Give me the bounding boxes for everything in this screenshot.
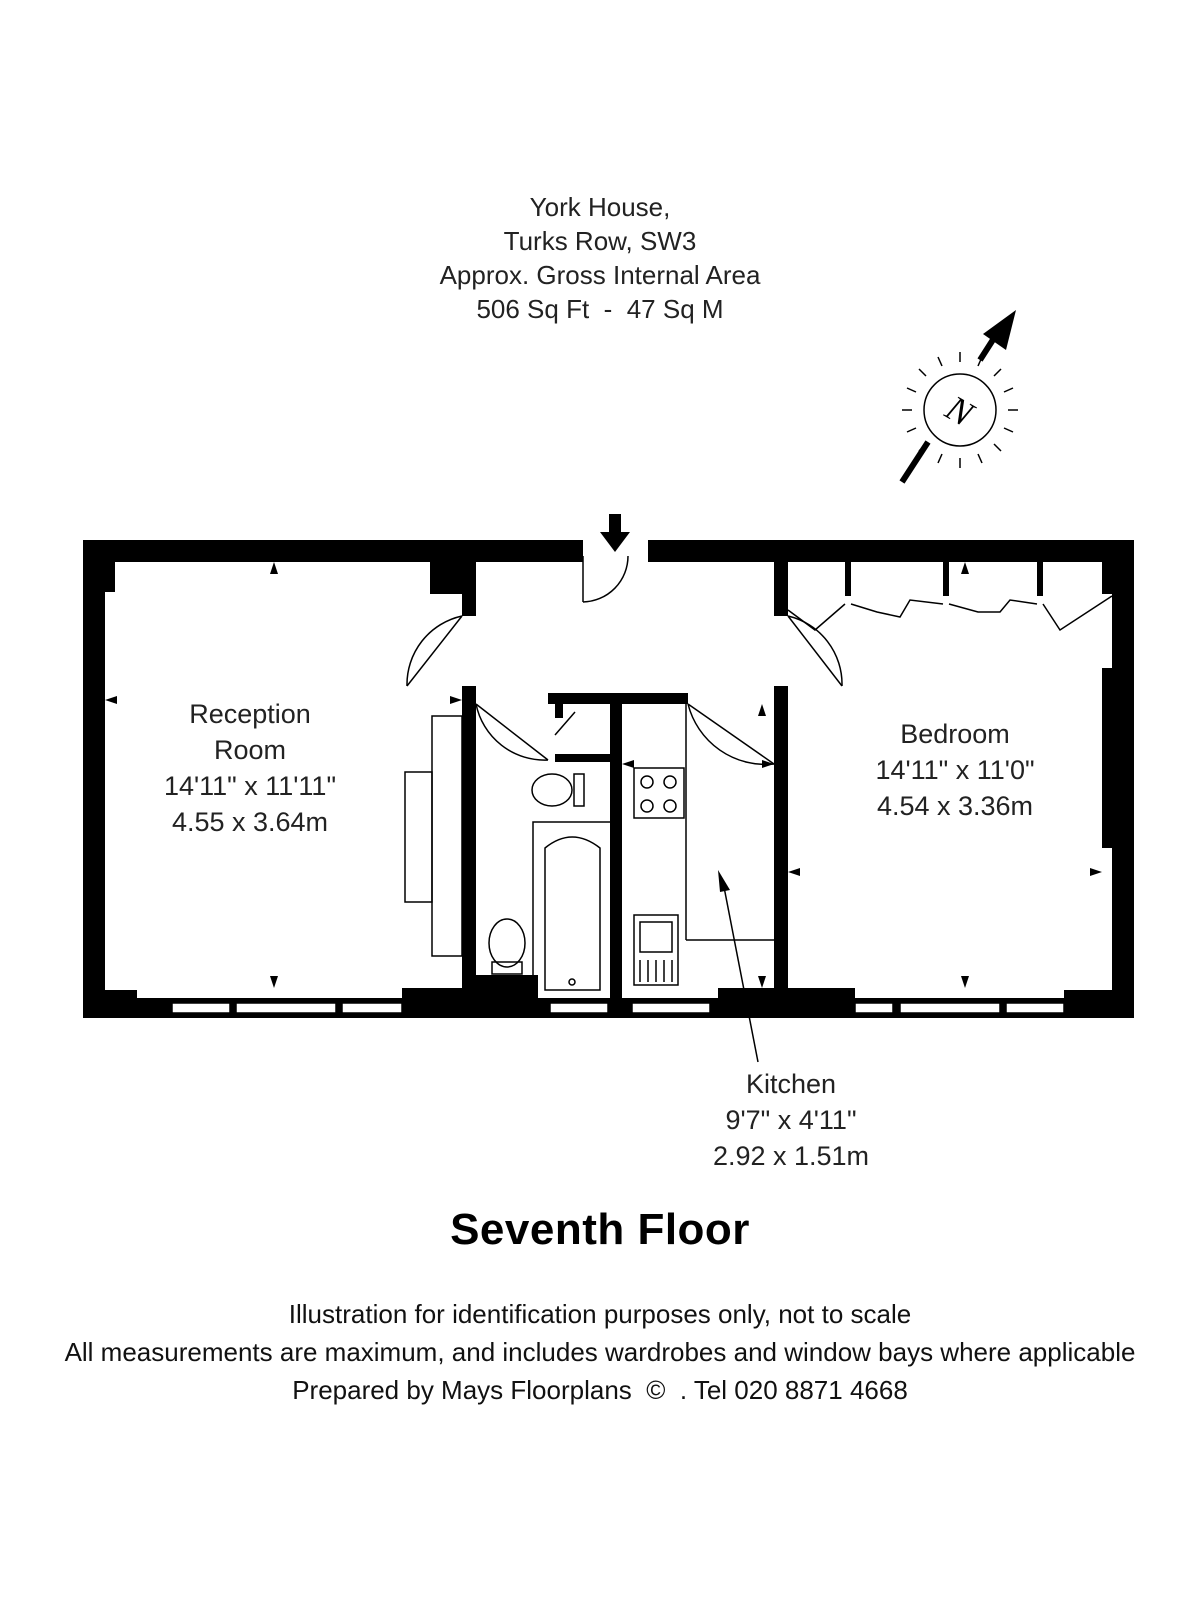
reception-metric: 4.55 x 3.64m [171,807,329,837]
area-label: Approx. Gross Internal Area [439,260,761,290]
footer-disclaimer: Illustration for identification purposes only, not to scale [288,1299,912,1329]
bedroom-label [840,716,1070,824]
kitchen-label [676,1066,906,1174]
bedroom-imperial: 14'11" x 11'0" [875,755,1035,785]
hob [634,768,684,818]
footer-measurements-note: All measurements are maximum, and includes wardrobes and window bays where applicable [64,1337,1136,1367]
toilet [489,919,525,967]
plan-footer [0,1295,1200,1409]
street-address: Turks Row, SW3 [503,226,697,256]
kitchen-metric: 2.92 x 1.51m [712,1141,870,1171]
reception-name-line1: Reception [189,699,311,729]
reception-imperial: 14'11" x 11'11" [163,771,337,801]
reception-name-line2: Room [213,735,287,765]
bedroom-metric: 4.54 x 3.36m [876,791,1034,821]
area-value: 506 Sq Ft - 47 Sq M [476,294,724,324]
building-name: York House, [529,192,671,222]
reception-chimney-breast [432,716,462,956]
compass-letter: N [939,387,980,435]
bathroom-basin [532,774,572,806]
footer-credit: Prepared by Mays Floorplans © . Tel 020 8871 4668 [292,1375,908,1405]
kitchen-name: Kitchen [745,1069,837,1099]
wall-piers [105,975,1112,1000]
bathtub-basin [545,837,600,990]
reception-fireplace [405,772,432,902]
kitchen-pointer [724,887,758,1062]
kitchen-imperial: 9'7" x 4'11" [725,1105,857,1135]
floor-title: Seventh Floor [450,1205,750,1254]
bedroom-name: Bedroom [900,719,1010,749]
reception-room-label [130,696,370,840]
entrance-arrow-icon [600,514,630,552]
